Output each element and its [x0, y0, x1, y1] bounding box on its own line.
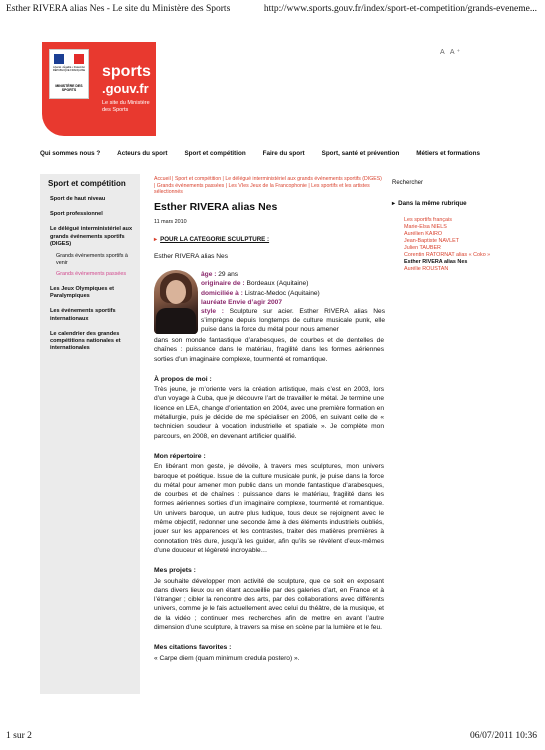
artist-facts: [201, 270, 385, 335]
section-title-a-propos: À propos de moi :: [154, 375, 212, 383]
section-title-projets: Mes projets :: [154, 567, 196, 575]
print-page-title: Esther RIVERA alias Nes - Le site du Ministère des Sports: [6, 4, 231, 14]
sidebar-title: Sport et compétition: [48, 179, 126, 188]
fact-style-label: style :: [201, 307, 224, 315]
section-text-a-propos: Très jeune, je m’oriente vers la création artistique, mais c’est en 2003, lors d’un voyage à Cuba, que je découvre l’art de travailler le métal. Je termine une licence en LEA, change d’orientation en 2004, avec une première formation en métallurgie, puis je décide de me spécialiser en 2006, en suivant celle de « technicien soudeur à vocation industrielle et spatiale ». Je complète mon parcours, en 2008, en devenant artificier qualifié.: [154, 386, 384, 440]
page-title: Esther RIVERA alias Nes: [154, 200, 278, 213]
artist-photo: [154, 270, 198, 334]
arrow-icon: ▸: [392, 200, 396, 207]
fact-origin-label: originaire de :: [201, 280, 245, 288]
fact-age-label: âge :: [201, 270, 217, 278]
nav-item-qui-sommes-nous[interactable]: Qui sommes nous ?: [40, 150, 101, 157]
nav-item-acteurs-du-sport[interactable]: Acteurs du sport: [117, 150, 168, 157]
ministere-label: MINISTÈRE DES SPORTS: [55, 84, 83, 92]
same-section-item[interactable]: Julien TAUBER: [404, 245, 441, 251]
section-title-repertoire: Mon répertoire :: [154, 452, 206, 460]
nav-item-sport-sante[interactable]: Sport, santé et prévention: [321, 150, 400, 157]
fact-origin: [201, 279, 385, 288]
artist-name: Esther RIVERA alias Nes: [154, 252, 229, 260]
same-section-label: Dans la même rubrique: [398, 200, 467, 207]
artist-profile: [154, 270, 384, 336]
sidebar-item-diges-label: Le délégué interministériel aux grands événements sportifs (DIGES): [50, 226, 133, 247]
sidebar-item-haut-niveau[interactable]: Sport de haut niveau: [50, 196, 106, 202]
category-label: POUR LA CATEGORIE SCULPTURE :: [160, 236, 270, 244]
category-heading: [154, 235, 384, 244]
print-page-url: http://www.sports.gouv.fr/index/sport-et-competition/grands-eveneme...: [263, 4, 537, 14]
same-section-item-current[interactable]: Esther RIVERA alias Nes: [404, 259, 468, 265]
republique-label: Liberté • Égalité • Fraternité RÉPUBLIQUE FRANÇAISE: [52, 66, 86, 73]
article-date: 11 mars 2010: [154, 219, 187, 226]
sidebar-item-diges[interactable]: [50, 226, 136, 278]
same-section-item[interactable]: Marie-Elsa NIELS: [404, 224, 447, 230]
print-header: [6, 4, 537, 18]
top-navigation: [40, 150, 480, 162]
sidebar-item-evenements-internationaux[interactable]: Les événements sportifs internationaux: [50, 308, 116, 322]
fact-style-value: Sculpture sur acier. Esther RIVERA alias Nes s’imprègne depuis longtemps de culture musicale punk, elle puise dans la force du métal pour nous amener: [201, 307, 386, 334]
bullet-icon: ▸: [154, 236, 158, 244]
logo-tagline: Le site du Ministère des Sports: [102, 100, 150, 113]
same-section-item[interactable]: Aurélien KAIRO: [404, 231, 443, 237]
french-flag-icon: [54, 54, 84, 64]
section-text-citations: « Carpe diem (quam minimum credula postero) ».: [154, 654, 300, 662]
sidebar-item-sport-professionnel[interactable]: Sport professionnel: [50, 211, 103, 218]
breadcrumb[interactable]: Accueil | Sport et compétition | Le délégué interministériel aux grands événements sportifs (DIGES) | Grands événements passées | Les VIes Jeux de la Francophonie | Les sportifs et les artistes sélectionnés: [154, 176, 382, 196]
nav-item-faire-du-sport[interactable]: Faire du sport: [262, 150, 305, 157]
same-section-heading: [392, 200, 502, 207]
fact-laureate: lauréate Envie d’agir 2007: [201, 299, 282, 307]
same-section-list: [404, 217, 502, 273]
section-title-citations: Mes citations favorites :: [154, 644, 232, 652]
sidebar-subitem-a-venir[interactable]: Grands événements sportifs à venir: [56, 253, 128, 267]
fact-age-value: 29 ans: [218, 270, 239, 278]
print-datetime: 06/07/2011 10:36: [470, 731, 537, 741]
same-section-item[interactable]: Jean-Baptiste NAVLET: [404, 238, 460, 244]
nav-item-sport-et-competition[interactable]: Sport et compétition: [184, 150, 246, 157]
fact-domicile: [201, 289, 385, 298]
article-main: [154, 176, 384, 663]
section-text-repertoire: En libérant mon geste, je dévoile, à travers mes sculptures, mon univers baroque et poétique. Issue de la culture musicale punk, je puise dans la force du métal pour amener mon public dans un monde fantastique d’arabesques, de courbes et de chaînes : puissance dans le matériau, fragilité dans les formes aériennes sorties d’un imaginaire complexe, tourmenté et romantique. Un univers baroque, un autre plus ludique, tous deux se rejoignent avec le même objectif, redonner une seconde âme à des éléments industriels oubliés, jouer sur les apparences et les contrastes, traiter des matières premières à connotation très dure, jusqu’à les guider, afin qu’ils se révèlent d’eux-mêmes d’une douceur et légèreté incroyable…: [154, 463, 384, 554]
same-section-item[interactable]: Aurélie ROUSTAN: [404, 266, 449, 272]
fact-domicile-value: Listrac-Medoc (Aquitaine): [244, 289, 320, 297]
sidebar-menu: [40, 196, 140, 352]
site-logo[interactable]: [42, 42, 156, 136]
logo-gouv-text: .gouv.fr: [102, 81, 149, 96]
nav-item-metiers-formations[interactable]: Métiers et formations: [416, 150, 480, 157]
section-text-projets: Je souhaite développer mon activité de sculpture, que ce soit en exposant dans divers lieux ou en étant accueillie par des galeries d’art, en France et à l’étranger ; cibler la rencontre des arts, par des collaborations avec différents univers, comme je le fais actuellement avec celui du théâtre, de la musique, et de la vidéo ; continuer mes recherches afin de mettre en avant l’autre dimension d’une sculpture, à travers sa mise en scène par la lumière et le feu.: [154, 577, 384, 631]
print-page-number: 1 sur 2: [6, 731, 32, 741]
sidebar-item-jeux-olympiques[interactable]: Les Jeux Olympiques et Paralympiques: [50, 286, 115, 300]
marianne-logo-icon: [50, 50, 88, 98]
logo-sports-text: sports: [102, 63, 151, 80]
search-link[interactable]: Rechercher: [392, 180, 424, 186]
left-sidebar: [40, 174, 140, 694]
style-continuation: dans son monde fantastique d’arabesques, de courbes et de dentelles de chaînes : puissance dans le matériau, fragilité dans les formes aériennes sorties d’un imaginaire complexe, tourmenté et romantique.: [154, 336, 384, 363]
right-sidebar: [392, 176, 502, 273]
same-section-item[interactable]: Les sportifs français: [404, 217, 452, 223]
sidebar-item-calendrier[interactable]: Le calendrier des grandes compétitions nationales et internationales: [50, 330, 121, 352]
fact-domicile-label: domiciliée à :: [201, 289, 243, 297]
fact-style: [201, 307, 385, 335]
fact-age: [201, 270, 385, 279]
sidebar-subitem-passees[interactable]: Grands événements passées: [56, 271, 127, 278]
same-section-item[interactable]: Corentin RATORNAT alias « Coko »: [404, 252, 491, 258]
fact-origin-value: Bordeaux (Aquitaine): [246, 280, 309, 288]
sidebar-submenu: [56, 253, 136, 278]
font-size-tools[interactable]: A A⁺: [440, 49, 463, 56]
